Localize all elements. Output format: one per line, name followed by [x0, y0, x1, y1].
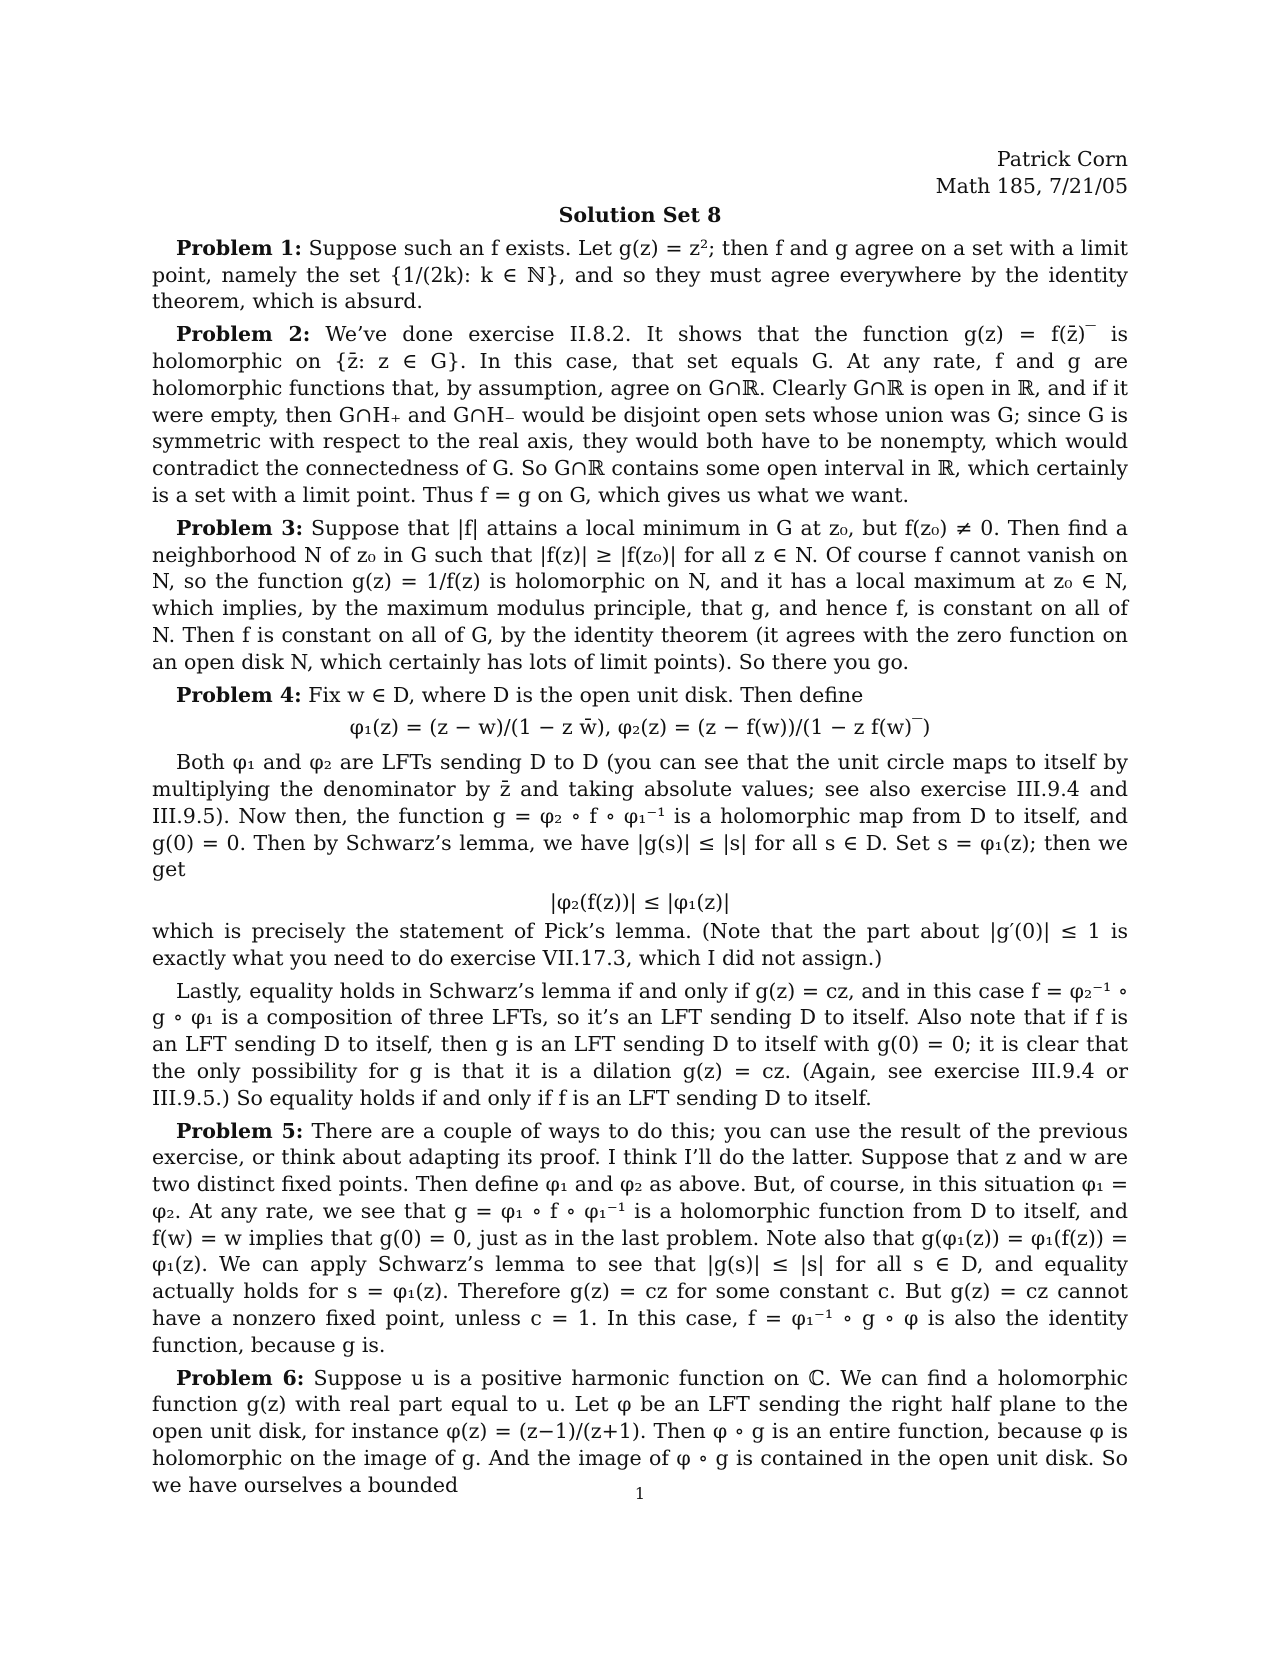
course-date: Math 185, 7/21/05: [935, 174, 1128, 198]
problem-text: We’ve done exercise II.8.2. It shows that the function g(z) = f(z̄)‾ is holomorphic on {z̄: z ∈ G}. In this case, that set equals G. At any rate, f and g are holomorphic functions that, by assumption, agree on G∩ℝ. Clearly G∩ℝ is open in ℝ, and if it were empty, then G∩H₊ and G∩H₋ would be disjoint open sets whose union was G; since G is symmetric with respect to the real axis, they would both have to be nonempty, which would contradict the connectedness of G. So G∩ℝ contains some open interval in ℝ, which certainly is a set with a limit point. Thus f = g on G, which gives us what we want.: [152, 322, 1128, 507]
problem-text: There are a couple of ways to do this; you can use the result of the previous exercise, or think about adapting its proof. I think I’ll do the latter. Suppose that z and w are two distinct fixed points. Then define φ₁ and φ₂ as above. But, of course, in this situation φ₁ = φ₂. At any rate, we see that g = φ₁ ∘ f ∘ φ₁⁻¹ is a holomorphic function from D to itself, and f(w) = w implies that g(0) = 0, just as in the last problem. Note also that g(φ₁(z)) = φ₁(f(z)) = φ₁(z). We can apply Schwarz’s lemma to see that |g(s)| ≤ |s| for all s ∈ D, and equality actually holds for s = φ₁(z). Therefore g(z) = cz for some constant c. But g(z) = cz cannot have a nonzero fixed point, unless c = 1. In this case, f = φ₁⁻¹ ∘ g ∘ φ is also the identity function, because g is.: [152, 1118, 1128, 1357]
problem-4: [152, 682, 1128, 709]
problem-5: [152, 1118, 1128, 1359]
display-equation-pick: |φ₂(f(z))| ≤ |φ₁(z)|: [549, 890, 731, 915]
problem-text: Suppose that |f| attains a local minimum in G at z₀, but f(z₀) ≠ 0. Then find a neighborhood N of z₀ in G such that |f(z)| ≥ |f(z₀)| for all z ∈ N. Of course f cannot vanish on N, so the function g(z) = 1/f(z) is holomorphic on N, and it has a local maximum at z₀ ∈ N, which implies, by the maximum modulus principle, that g, and hence f, is constant on all of N. Then f is constant on all of G, by the identity theorem (it agrees with the zero function on an open disk N, which certainly has lots of limit points). So there you go.: [152, 515, 1128, 674]
problem-6: [152, 1365, 1128, 1499]
problem-label: Problem 2:: [176, 322, 311, 347]
document-page: [152, 146, 1128, 1505]
problem-1: [152, 235, 1128, 315]
header-block: [152, 146, 1128, 200]
document-title: Solution Set 8: [558, 203, 722, 227]
display-equation-lft: φ₁(z) = (z − w)/(1 − z w̄), φ₂(z) = (z − f(w))/(1 − z f(w)‾): [349, 715, 931, 740]
problem-3: [152, 515, 1128, 676]
problem-text: Suppose such an f exists. Let g(z) = z²; then f and g agree on a set with a limit point, namely the set {1/(2k): k ∈ ℕ}, and so they must agree everywhere by the identity theorem, which is absurd.: [152, 235, 1128, 314]
problem-label: Problem 5:: [176, 1118, 304, 1143]
problem-4-paragraph: Both φ₁ and φ₂ are LFTs sending D to D (you can see that the unit circle maps to itself by multiplying the denominator by z̄ and taking absolute values; see also exercise III.9.4 and III.9.5). Now then, the function g = φ₂ ∘ f ∘ φ₁⁻¹ is a holomorphic map from D to itself, and g(0) = 0. Then by Schwarz’s lemma, we have |g(s)| ≤ |s| for all s ∈ D. Set s = φ₁(z); then we get: [152, 750, 1128, 882]
problem-4-paragraph: which is precisely the statement of Pick’s lemma. (Note that the part about |g′(0)| ≤ 1 is exactly what you need to do exercise VII.17.3, which I did not assign.): [152, 918, 1128, 970]
problem-label: Problem 1:: [176, 235, 302, 260]
problem-label: Problem 4:: [176, 682, 302, 707]
page-number: 1: [634, 1484, 646, 1503]
problem-2: [152, 321, 1128, 509]
problem-text: Suppose u is a positive harmonic function on ℂ. We can find a holomorphic function g(z) with real part equal to u. Let φ be an LFT sending the right half plane to the open unit disk, for instance φ(z) = (z−1)/(z+1). Then φ ∘ g is an entire function, because φ is holomorphic on the image of g. And the image of φ ∘ g is contained in the open unit disk. So we have ourselves a bounded: [152, 1365, 1128, 1497]
problem-text: Fix w ∈ D, where D is the open unit disk. Then define: [308, 682, 864, 707]
problem-4-paragraph: Lastly, equality holds in Schwarz’s lemma if and only if g(z) = cz, and in this case f = φ₂⁻¹ ∘ g ∘ φ₁ is a composition of three LFTs, so it’s an LFT sending D to itself. Also note that if f is an LFT sending D to itself, then g is an LFT sending D to itself with g(0) = 0; it is clear that the only possibility for g is that it is a dilation g(z) = cz. (Again, see exercise III.9.4 or III.9.5.) So equality holds if and only if f is an LFT sending D to itself.: [152, 978, 1128, 1110]
author-name: Patrick Corn: [996, 147, 1128, 171]
problem-label: Problem 6:: [176, 1365, 305, 1390]
problem-label: Problem 3:: [176, 515, 304, 540]
